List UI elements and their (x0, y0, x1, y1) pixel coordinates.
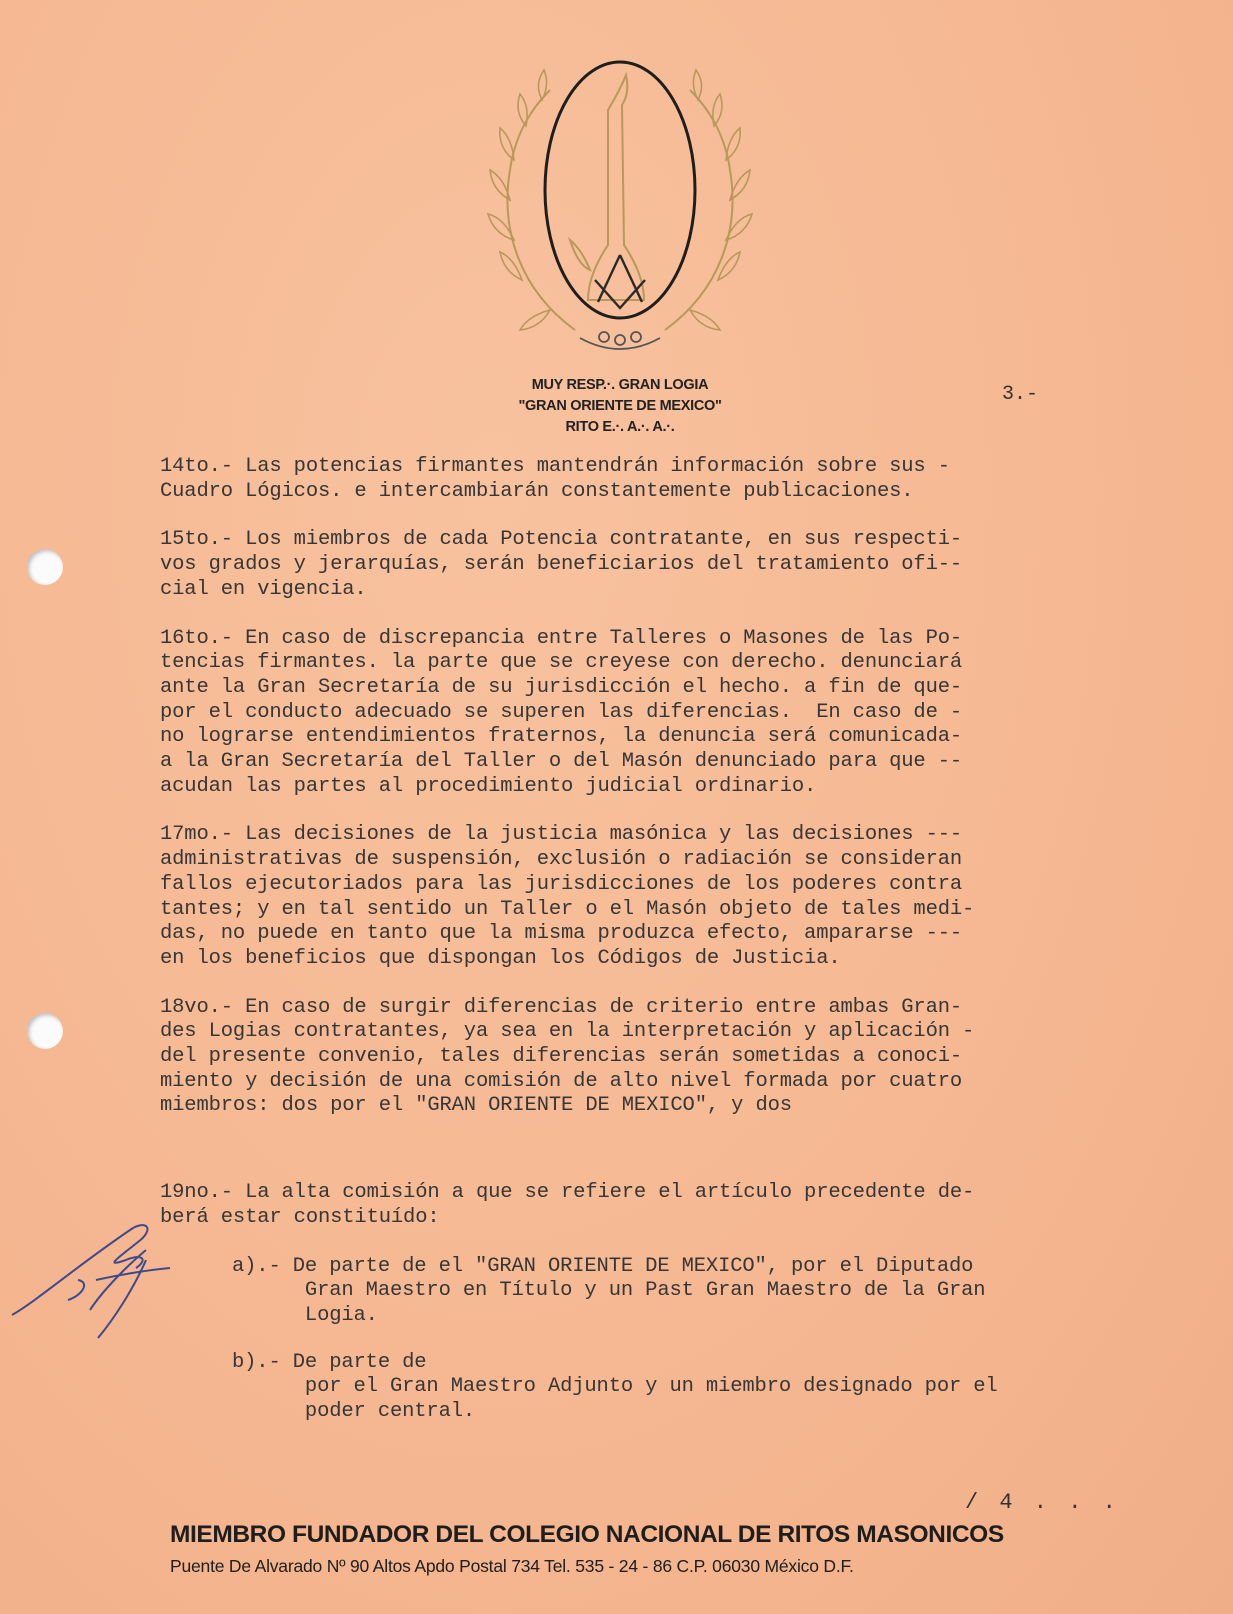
article-18: 18vo.- En caso de surgir diferencias de criterio entre ambas Gran- des Logias contratantes, ya sea en la interpretación y aplicación - del presente convenio, tales diferencias serán sometidas a conoci- miento y decisión de una comisión de alto nivel formada por cuatro miembros: dos por el "GRAN ORIENTE DE MEXICO", y dos (160, 995, 975, 1118)
punch-hole-bottom (27, 1013, 63, 1049)
lodge-title: "GRAN ORIENTE DE MEXICO" (518, 398, 722, 414)
page-number: 3.- (1002, 383, 1039, 406)
article-16: 16to.- En caso de discrepancia entre Talleres o Masones de las Po- tencias firmantes. la parte que se creyese con derecho. denunciará ante la Gran Secretaría de su jurisdicción el hecho. a fin de que- por el conducto adecuado se superen las diferencias. En caso de - no lograrse entendimientos fraternos, la denuncia será comunicada- a la Gran Secretaría del Taller o del Masón denunciado para que -- acudan las partes al procedimiento judicial ordinario. (160, 626, 963, 798)
article-15: 15to.- Los miembros de cada Potencia contratante, en sus respecti- vos grados y jerarquías, serán beneficiarios del tratamiento ofi-- cial en vigencia. (160, 528, 963, 601)
lodge-name: MUY RESP.·. GRAN LOGIA (531, 377, 709, 393)
signature-icon (8, 1220, 178, 1340)
article-17: 17mo.- Las decisiones de la justicia masónica y las decisiones --- administrativas de suspensión, exclusión o radiación se consideran fallos ejecutoriados para las jurisdicciones de los poderes contra tantes; y en tal sentido un Taller o el Masón objeto de tales medi- das, no puede en tanto que la misma produzca efecto, ampararse --- en los beneficios que dispongan los Códigos de Justicia. (160, 823, 975, 970)
document-body (160, 455, 1170, 1447)
footer-address: Puente De Alvarado Nº 90 Altos Apdo Postal 734 Tel. 535 - 24 - 86 C.P. 06030 México D.F. (170, 1556, 854, 1576)
article-19-item-b: b).- De parte de por el Gran Maestro Adjunto y un miembro designado por el poder central. (232, 1350, 998, 1424)
continuation-marker: / 4 . . . (965, 1490, 1120, 1515)
article-19: 19no.- La alta comisión a que se refiere el artículo precedente de- berá estar constituído: (160, 1181, 975, 1229)
letterhead-footer (170, 1520, 1070, 1577)
footer-title: MIEMBRO FUNDADOR DEL COLEGIO NACIONAL DE RITOS MASONICOS (170, 1521, 1004, 1548)
article-14: 14to.- Las potencias firmantes mantendrán información sobre sus - Cuadro Lógicos. e intercambiarán constantemente publicaciones. (160, 455, 950, 503)
article-19-item-a: a).- De parte de el "GRAN ORIENTE DE MEXICO", por el Diputado Gran Maestro en Título y un Past Gran Maestro de la Gran Logia. (232, 1254, 986, 1327)
lodge-emblem-icon (480, 40, 760, 360)
punch-hole-top (27, 549, 63, 585)
lodge-rite: RITO E.·. A.·. A.·. (565, 419, 675, 435)
lodge-header (440, 375, 800, 438)
